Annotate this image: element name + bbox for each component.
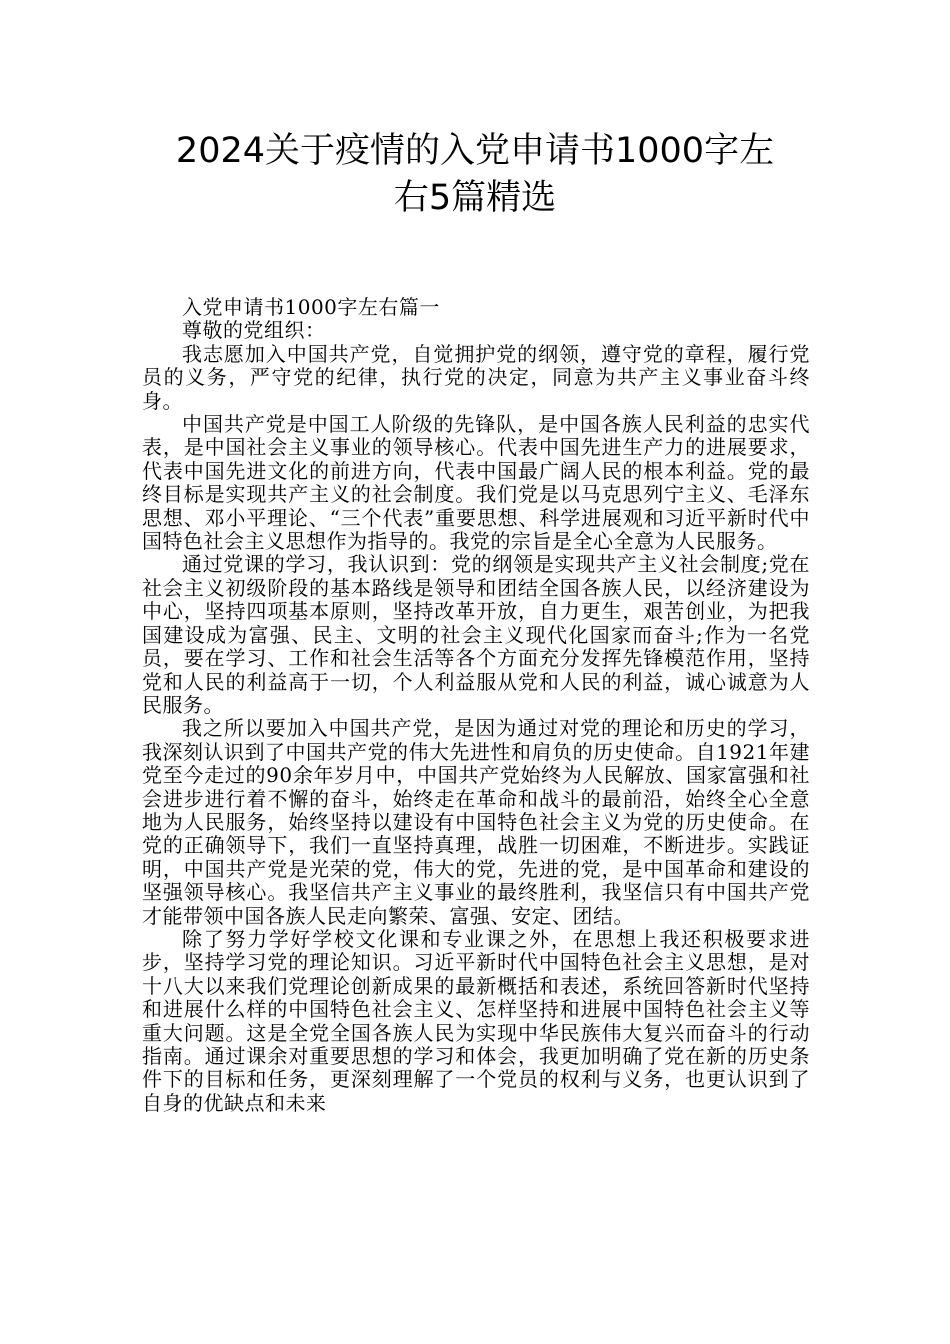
body-paragraph-4: 我之所以要加入中国共产党，是因为通过对党的理论和历史的学习，我深刻认识到了中国共产党的伟大先进性和肩负的历史使命。自1921年建党至今走过的90余年岁月中，中国共产党始终为人民解放、国家富强和社会进步进行着不懈的奋斗，始终走在革命和战斗的最前沿，始终全心全意地为人民服务，始终坚持以建设有中国特色社会主义为党的历史使命。在党的正确领导下，我们一直坚持真理，战胜一切困难，不断进步。实践证明，中国共产党是光荣的党，伟大的党，先进的党，是中国革命和建设的坚强领导核心。我坚信共产主义事业的最终胜利，我坚信只有中国共产党才能带领中国各族人民走向繁荣、富强、安定、团结。 — [142, 716, 810, 928]
body-paragraph-1: 我志愿加入中国共产党，自觉拥护党的纲领，遵守党的章程，履行党员的义务，严守党的纪律，执行党的决定，同意为共产主义事业奋斗终身。 — [142, 341, 810, 413]
body-paragraph-3: 通过党课的学习，我认识到：党的纲领是实现共产主义社会制度;党在社会主义初级阶段的基本路线是领导和团结全国各族人民，以经济建设为中心，坚持四项基本原则，坚持改革开放，自力更生，艰苦创业，为把我国建设成为富强、民主、文明的社会主义现代化国家而奋斗;作为一名党员，要在学习、工作和社会生活等各个方面充分发挥先锋模范作用，坚持党和人民的利益高于一切，个人利益服从党和人民的利益，诚心诚意为人民服务。 — [142, 552, 810, 717]
salutation: 尊敬的党组织： — [182, 318, 326, 343]
document-title — [140, 128, 810, 222]
section-heading: 入党申请书1000字左右篇一 — [182, 295, 440, 319]
body-paragraph-5: 除了努力学好学校文化课和专业课之外，在思想上我还积极要求进步，坚持学习党的理论知识。习近平新时代中国特色社会主义思想，是对十八大以来我们党理论创新成果的最新概括和表述，系统回答新时代坚持和进展什么样的中国特色社会主义、怎样坚持和进展中国特色社会主义等重大问题。这是全党全国各族人民为实现中华民族伟大复兴而奋斗的行动指南。通过课余对重要思想的学习和体会，我更加明确了党在新的历史条件下的目标和任务，更深刻理解了一个党员的权利与义务，也更认识到了自身的优缺点和未来 — [142, 926, 810, 1115]
document-body — [142, 296, 810, 1115]
document-title-line-2: 右5篇精选 — [393, 178, 557, 218]
body-paragraph-2: 中国共产党是中国工人阶级的先锋队，是中国各族人民利益的忠实代表，是中国社会主义事业的领导核心。代表中国先进生产力的进展要求，代表中国先进文化的前进方向，代表中国最广阔人民的根本利益。党的最终目标是实现共产主义的社会制度。我们党是以马克思列宁主义、毛泽东思想、邓小平理论、“三个代表”重要思想、科学进展观和习近平新时代中国特色社会主义思想作为指导的。我党的宗旨是全心全意为人民服务。 — [142, 412, 810, 554]
document-title-line-1: 2024关于疫情的入党申请书1000字左 — [175, 131, 775, 171]
